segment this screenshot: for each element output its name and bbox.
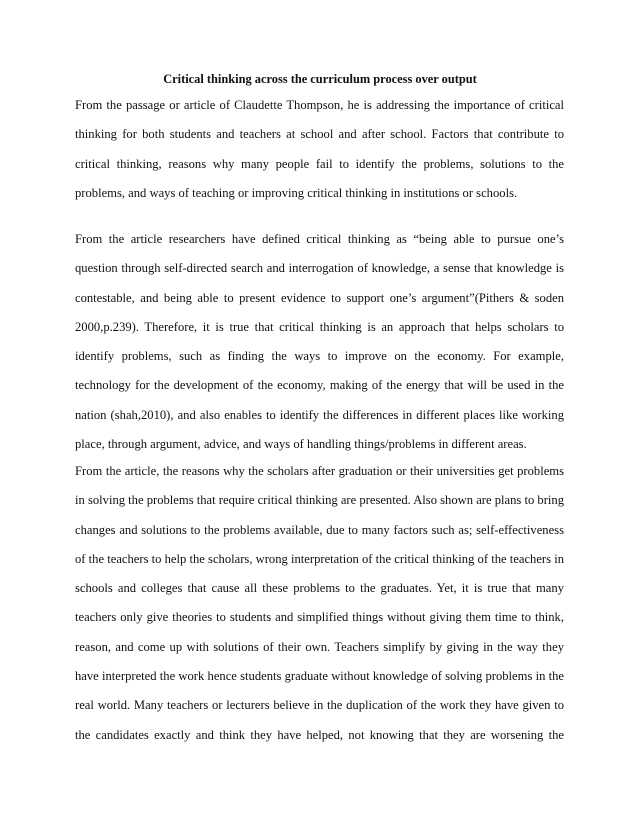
text-line: critical thinking, reasons why many people fail to identify the problems, solutions to the [75,156,564,171]
text-line: real world. Many teachers or lecturers believe in the duplication of the work they have given to [75,698,564,713]
text-line: From the article, the reasons why the scholars after graduation or their universities get problems [75,464,564,478]
text-line: contestable, and being able to present evidence to support one’s argument”(Pithers & soden [75,290,564,305]
text-line: have interpreted the work hence students graduate without knowledge of solving problems in the [75,669,564,684]
text-line: question through self-directed search and interrogation of knowledge, a sense that knowledge is [75,261,564,276]
text-line: of the teachers to help the scholars, wrong interpretation of the critical thinking of the teachers in [75,551,564,566]
document-title: Critical thinking across the curriculum process over output [163,72,477,86]
paragraph-1 [75,91,564,208]
text-line: teachers only give theories to students and simplified things without giving them time to think, [75,610,564,625]
text-line: 2000,p.239). Therefore, it is true that critical thinking is an approach that helps scholars to [75,319,564,334]
text-line: reason, and come up with solutions of their own. Teachers simplify by giving in the way they [75,639,564,654]
text-line: technology for the development of the economy, making of the energy that will be used in the [75,378,564,393]
text-line: thinking for both students and teachers at school and after school. Factors that contribute to [75,127,564,142]
text-line: in solving the problems that require critical thinking are presented. Also shown are plans to bring [75,493,564,508]
text-line: identify problems, such as finding the ways to improve on the economy. For example, [75,349,564,364]
text-line: problems, and ways of teaching or improving critical thinking in institutions or schools. [75,185,518,200]
text-line: place, through argument, advice, and ways of handling things/problems in different areas. [75,437,527,452]
paragraph-2 [75,225,564,459]
text-line: the candidates exactly and think they have helped, not knowing that they are worsening the [75,727,564,742]
text-line: From the passage or article of Claudette Thompson, he is addressing the importance of critical [75,98,564,112]
text-line: changes and solutions to the problems available, due to many factors such as; self-effectiveness [75,522,564,537]
paragraph-3 [75,457,564,750]
text-line: nation (shah,2010), and also enables to identify the differences in different places like working [75,407,564,422]
text-line: From the article researchers have defined critical thinking as “being able to pursue one’s [75,232,564,246]
text-line: schools and colleges that cause all these problems to the graduates. Yet, it is true that many [75,581,564,596]
